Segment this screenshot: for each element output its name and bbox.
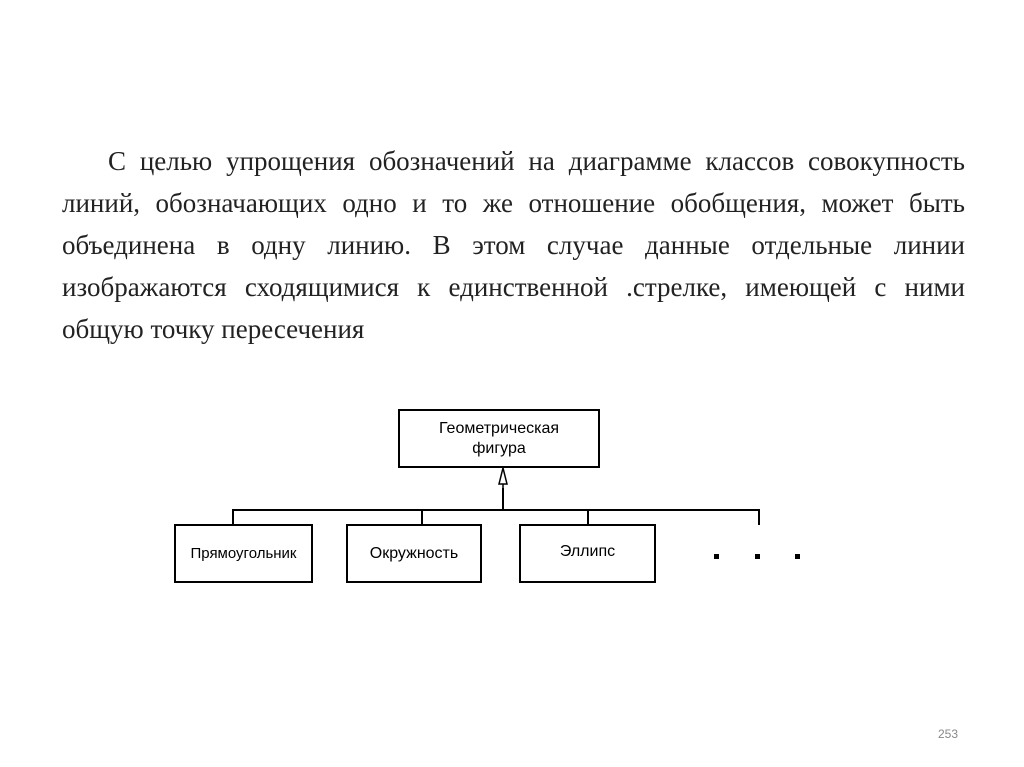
- child-class-box: Прямоугольник: [174, 524, 313, 583]
- body-paragraph: С целью упрощения обозначений на диаграмме классов совокупность линий, обозначающих одно и то же отношение обобщения, может быть объединена в одну линию. В этом случае данные отдельные линии изображаются сходящимися к единственной .стрелке, имеющей с ними общую точку пересечения: [62, 146, 965, 344]
- parent-class-box: Геометрическая фигура: [398, 409, 600, 468]
- trunk-line: [502, 488, 504, 510]
- branch-line: [421, 509, 423, 525]
- page-number: 253: [938, 727, 959, 741]
- branch-line: [758, 509, 760, 525]
- generalization-arrow-icon: [495, 466, 511, 490]
- branch-line: [232, 509, 234, 525]
- child-class-box: Эллипс: [519, 524, 656, 583]
- child-class-box: Окружность: [346, 524, 482, 583]
- bus-line: [232, 509, 759, 511]
- branch-line: [587, 509, 589, 525]
